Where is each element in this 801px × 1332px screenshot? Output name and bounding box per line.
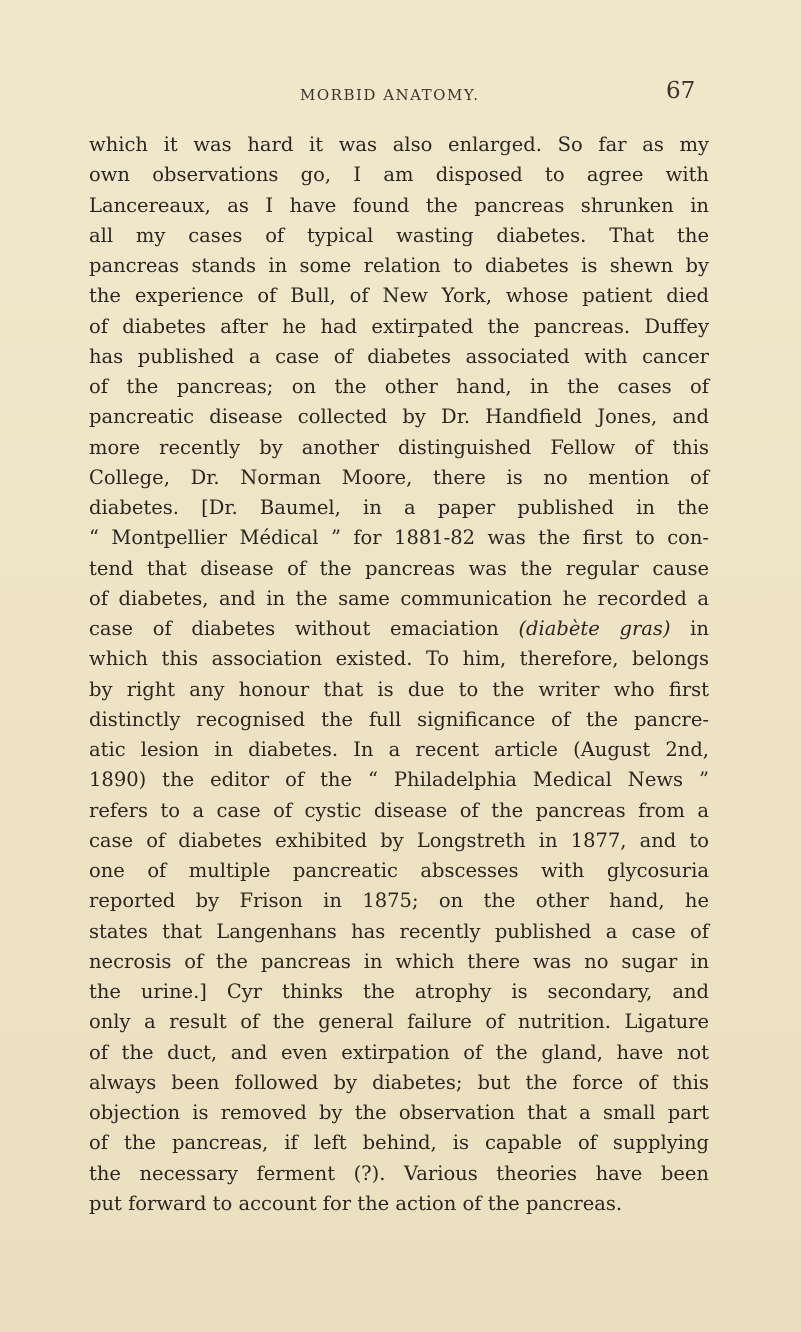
text-segment: the urine.] Cyr thinks the atrophy is secondary, and	[89, 980, 709, 1003]
text-segment: one of multiple pancreatic abscesses with glycosuria	[89, 859, 709, 882]
text-segment: necrosis of the pancreas in which there was no sugar in	[89, 949, 709, 973]
text-line	[89, 1068, 709, 1098]
text-segment: which this association existed. To him, therefore, belongs	[89, 647, 709, 671]
text-segment: objection is removed by the observation that a small part	[89, 1101, 709, 1124]
text-segment: College, Dr. Norman Moore, there is no mention of	[89, 465, 709, 489]
text-segment: own observations go, I am disposed to agree with	[89, 163, 709, 187]
text-segment: in	[670, 617, 709, 640]
text-line	[89, 493, 709, 523]
text-segment: 1890) the editor of the “ Philadelphia Medical News ”	[89, 768, 709, 792]
text-line	[89, 312, 709, 342]
text-line	[89, 1038, 709, 1068]
text-segment: all my cases of typical wasting diabetes. That the	[89, 223, 709, 247]
text-segment: of diabetes, and in the same communication he recorded a	[89, 586, 709, 610]
text-segment: of the pancreas; on the other hand, in the cases of	[89, 375, 709, 398]
text-line	[89, 1098, 709, 1128]
text-line	[89, 584, 709, 614]
text-line	[89, 735, 709, 765]
text-segment: reported by Frison in 1875; on the other hand, he	[89, 889, 709, 913]
text-line	[89, 796, 709, 826]
text-line	[89, 856, 709, 886]
text-segment: tend that disease of the pancreas was the regular cause	[89, 556, 709, 580]
text-line	[89, 433, 709, 463]
text-line	[89, 886, 709, 916]
text-segment: of diabetes after he had extirpated the pancreas. Duffey	[89, 314, 709, 338]
text-line	[89, 977, 709, 1007]
text-line	[89, 523, 709, 553]
text-segment: states that Langenhans has recently published a case of	[89, 919, 709, 943]
text-line	[89, 342, 709, 372]
text-line	[89, 221, 709, 251]
text-line	[89, 1007, 709, 1037]
text-segment: case of diabetes without emaciation	[89, 617, 519, 640]
text-segment: put forward to account for the action of the pancreas.	[89, 1191, 623, 1215]
text-segment: always been followed by diabetes; but the force of this	[89, 1070, 709, 1094]
text-line	[89, 705, 709, 735]
text-line	[89, 917, 709, 947]
text-line	[89, 463, 709, 493]
text-segment: Lancereaux, as I have found the pancreas shrunken in	[89, 193, 709, 217]
text-line	[89, 675, 709, 705]
text-line	[89, 554, 709, 584]
text-segment: has published a case of diabetes associated with cancer	[89, 344, 709, 368]
text-segment: the necessary ferment (?). Various theories have been	[89, 1161, 709, 1185]
running-head-title: MORBID ANATOMY.	[300, 86, 480, 104]
text-segment: refers to a case of cystic disease of the pancreas from a	[89, 798, 709, 822]
text-line	[89, 765, 709, 795]
italic-segment: (diabète gras)	[518, 617, 671, 640]
text-line	[89, 1128, 709, 1158]
text-line	[89, 251, 709, 281]
text-line	[89, 130, 709, 160]
text-line	[89, 947, 709, 977]
text-line	[89, 191, 709, 221]
text-segment: of the pancreas, if left behind, is capable of supplying	[89, 1131, 709, 1155]
text-segment: case of diabetes exhibited by Longstreth in 1877, and to	[89, 828, 709, 852]
text-segment: only a result of the general failure of nutrition. Ligature	[89, 1010, 709, 1034]
text-line	[89, 1189, 709, 1219]
text-segment: atic lesion in diabetes. In a recent article (August 2nd,	[89, 738, 709, 761]
body-text	[89, 130, 709, 1219]
text-segment: by right any honour that is due to the writer who first	[89, 677, 709, 701]
text-segment: pancreas stands in some relation to diabetes is shewn by	[89, 254, 709, 277]
text-line	[89, 826, 709, 856]
text-segment: distinctly recognised the full significance of the pancre-	[89, 707, 709, 731]
page-number: 67	[666, 78, 696, 104]
text-segment: pancreatic disease collected by Dr. Handfield Jones, and	[89, 405, 709, 429]
text-segment: the experience of Bull, of New York, whose patient died	[89, 284, 709, 308]
text-line	[89, 614, 709, 644]
text-line	[89, 160, 709, 190]
text-segment: which it was hard it was also enlarged. So far as my	[89, 133, 709, 156]
text-line	[89, 1159, 709, 1189]
text-segment: more recently by another distinguished Fellow of this	[89, 435, 709, 459]
text-segment: diabetes. [Dr. Baumel, in a paper published in the	[89, 496, 709, 519]
text-segment: “ Montpellier Médical ” for 1881-82 was the first to con-	[89, 526, 709, 550]
text-segment: of the duct, and even extirpation of the gland, have not	[89, 1040, 709, 1064]
text-line	[89, 372, 709, 402]
text-line	[89, 644, 709, 674]
text-line	[89, 281, 709, 311]
text-line	[89, 402, 709, 432]
